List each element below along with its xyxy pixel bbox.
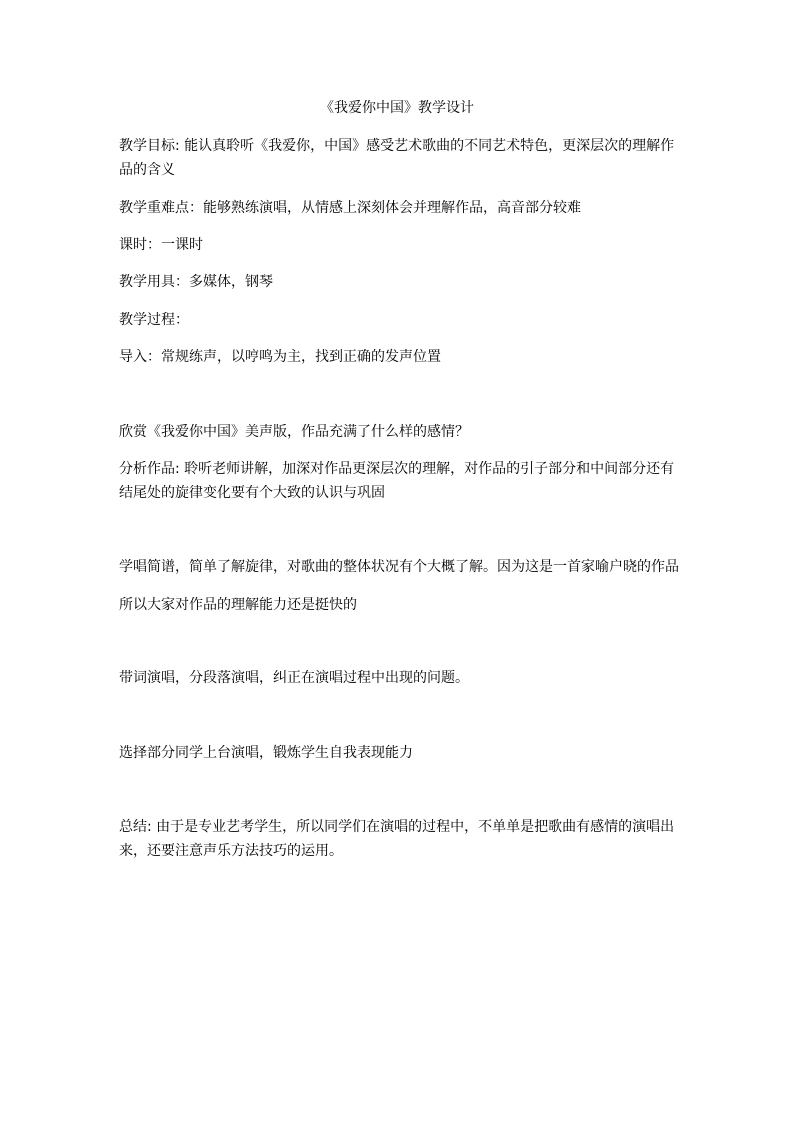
- analysis-line-2: 结尾处的旋律变化要有个大致的认识与巩固: [119, 485, 385, 501]
- appreciation-line: 欣赏《我爱你中国》美声版，作品充满了什么样的感情？: [119, 424, 469, 440]
- notation-line-1: 学唱简谱，简单了解旋律，对歌曲的整体状况有个大概了解。因为这是一首家喻户晓的作品: [119, 559, 679, 575]
- teaching-goal-line-2: 品的含义: [119, 162, 175, 178]
- summary-line-1: 总结: 由于是专业艺考学生，所以同学们在演唱的过程中，不单单是把歌曲有感情的演唱出: [119, 819, 675, 835]
- stage-performance-line: 选择部分同学上台演唱，锻炼学生自我表现能力: [119, 745, 413, 761]
- lyrics-singing-line: 带词演唱，分段落演唱，纠正在演唱过程中出现的问题。: [119, 670, 469, 686]
- analysis-line-1: 分析作品: 聆听老师讲解，加深对作品更深层次的理解，对作品的引子部分和中间部分还有: [119, 461, 675, 477]
- summary-line-2: 来，还要注意声乐方法技巧的运用。: [119, 843, 343, 859]
- key-difficulty-line: 教学重难点：能够熟练演唱，从情感上深刻体会并理解作品，高音部分较难: [119, 200, 581, 216]
- teaching-tools-line: 教学用具：多媒体，钢琴: [119, 274, 273, 290]
- document-title: 《我爱你中国》教学设计: [320, 100, 474, 116]
- notation-line-2: 所以大家对作品的理解能力还是挺快的: [119, 597, 357, 613]
- teaching-goal-line-1: 教学目标: 能认真聆听《我爱你，中国》感受艺术歌曲的不同艺术特色，更深层次的理解作: [119, 138, 675, 154]
- introduction-line: 导入：常规练声，以哼鸣为主，找到正确的发声位置: [119, 349, 441, 365]
- class-hours-line: 课时：一课时: [119, 237, 203, 253]
- teaching-process-heading: 教学过程：: [119, 312, 189, 328]
